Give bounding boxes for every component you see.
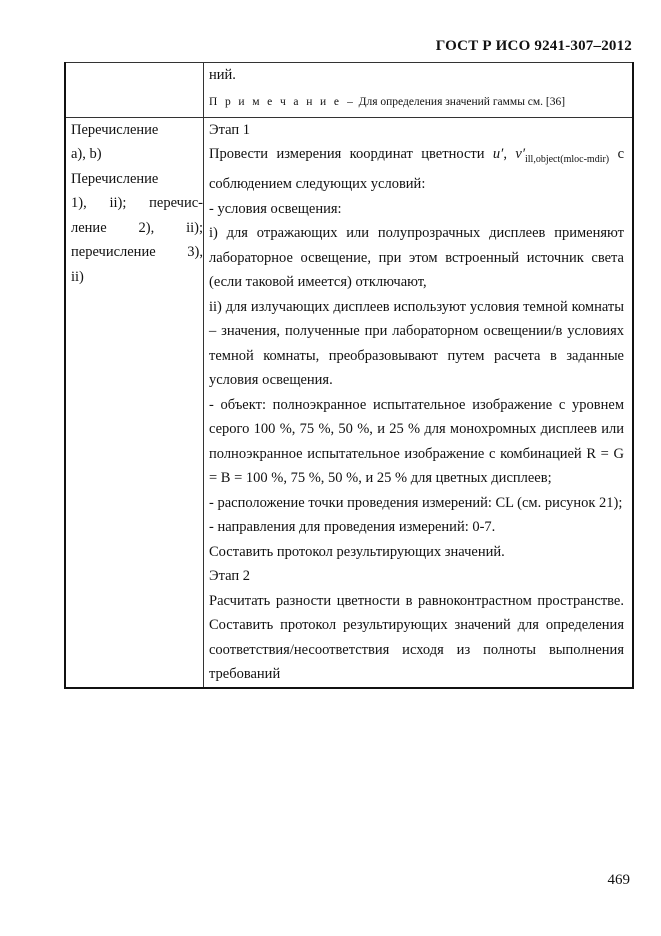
table-note [209,88,624,117]
table-row [65,63,633,118]
stage-1-title: Этап 1 [209,121,250,138]
object-item: - объект: полноэкранное испытательное изображение с уровнем серого 100 %, 75 %, 50 %, и 25 % для монохромных дисплеев или полноэкранное испытательное изображение с комбинацией R = G = B = 100 %, 75 %, 50 %, и 25 % для цветных дисплеев; [209,396,624,487]
ref-line: Перечисление [71,121,159,138]
ref-line: перечисление 3), [71,244,203,260]
note-label: П р и м е ч а н и е [209,95,342,108]
ref-line: 1), ii); перечис- [71,195,203,211]
note-text: Для определения значений гаммы см. [36] [358,95,566,108]
comma: , [503,146,516,162]
continued-text: ний. [209,67,236,83]
calculation-paragraph: Расчитать разности цветности в равноконтрастном пространстве. Составить протокол результирующих значений для определения соответствия/несоответствия исходя из полноты выполнения требований [209,592,624,683]
page-number: 469 [607,872,630,888]
ref-line: ii) [71,268,84,285]
u-prime-symbol: u′ [492,146,504,162]
v-subscript: ill,object(mloc-mdir) [525,153,610,165]
stage-2-title: Этап 2 [209,568,250,585]
measure-pre: Провести измерения координат цветности [209,146,493,162]
condition-ii: ii) для излучающих дисплеев используют условия темной комнаты – значения, полученные при лабораторном освещении/в условиях темной комнаты, преобразовывают путем расчета в заданные условия освещения. [209,298,624,389]
table-cell-procedure [204,117,634,688]
measure-post: с соблюдением следующих условий: [209,146,625,193]
measure-paragraph [209,142,624,197]
ref-line: а), b) [71,146,102,162]
ref-line: ление 2), ii); [71,219,203,236]
lighting-item: - условия освещения: [209,200,342,217]
protocol-text: Составить протокол результирующих значений. [209,543,505,560]
location-item: - расположение точки проведения измерений: CL (см. рисунок 21); [209,494,623,511]
directions-item: - направления для проведения измерений: 0-7. [209,519,496,536]
table-cell-reference [65,117,204,688]
requirements-table [64,62,634,689]
ref-line: Перечисление [71,170,159,187]
document-header: ГОСТ Р ИСО 9241-307–2012 [435,38,632,54]
table-row [65,117,633,688]
condition-i: i) для отражающих или полупрозрачных дисплеев применяют лабораторное освещение, при этом встроенный источник света (если таковой имеется) отключают, [209,225,624,291]
table-cell [204,63,634,118]
v-prime-symbol: v′ [515,146,525,162]
table-cell-empty [65,63,204,118]
note-dash: – [347,95,353,108]
